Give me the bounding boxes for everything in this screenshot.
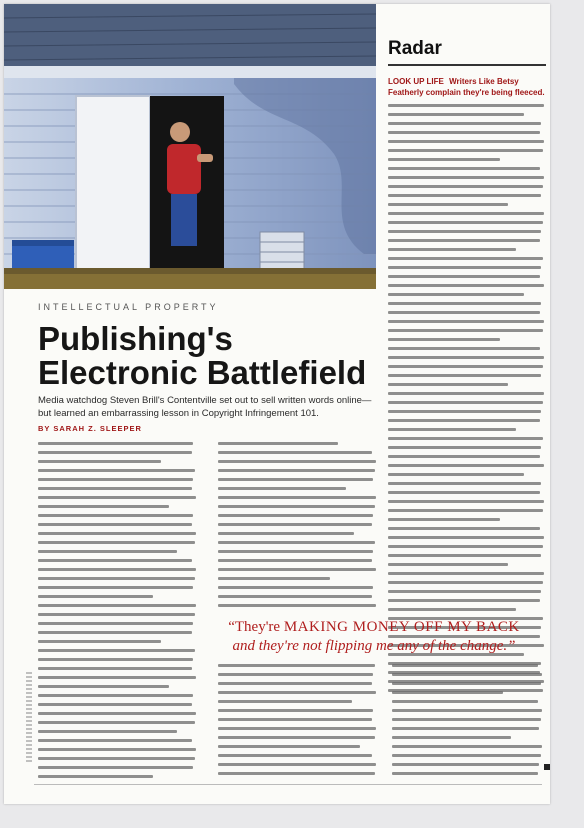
body-text-line	[388, 185, 543, 188]
footer-rule	[34, 784, 542, 785]
body-text-line	[38, 532, 196, 535]
body-text-line	[38, 478, 193, 481]
body-text-line	[38, 766, 193, 769]
body-text-line	[388, 437, 543, 440]
body-text-line	[218, 772, 375, 775]
body-text-line	[38, 595, 153, 598]
body-text-line	[38, 487, 192, 490]
body-text-line	[38, 559, 192, 562]
body-text-line	[388, 293, 524, 296]
body-text-line	[38, 460, 161, 463]
body-text-line	[392, 754, 541, 757]
body-text-line	[388, 473, 524, 476]
body-text-line	[38, 712, 196, 715]
body-text-line	[388, 158, 500, 161]
body-text-line	[218, 532, 354, 535]
body-text-line	[218, 727, 376, 730]
body-text-line	[218, 550, 373, 553]
body-text-line	[38, 586, 193, 589]
pull-quote	[204, 618, 544, 656]
body-text-line	[388, 401, 543, 404]
radar-title: Radar	[388, 38, 546, 66]
body-text-line	[388, 221, 543, 224]
radar-column	[388, 38, 546, 698]
body-text-line	[218, 691, 376, 694]
body-text-line	[218, 700, 352, 703]
body-text-line	[218, 559, 372, 562]
body-text-line	[38, 622, 193, 625]
body-text-line	[388, 257, 543, 260]
body-column-3-lower	[392, 664, 544, 781]
body-text-line	[388, 140, 544, 143]
body-text-line	[388, 167, 540, 170]
body-text-line	[218, 682, 372, 685]
body-text-line	[388, 266, 541, 269]
body-text-line	[388, 536, 544, 539]
body-text-line	[218, 568, 376, 571]
body-text-line	[392, 763, 539, 766]
body-text-line	[218, 745, 360, 748]
body-text-line	[388, 599, 540, 602]
body-text-line	[388, 203, 508, 206]
body-text-line	[38, 631, 192, 634]
body-text-line	[218, 478, 373, 481]
body-text-line	[38, 676, 196, 679]
radar-kicker-tag: LOOK UP LIFE	[388, 77, 444, 86]
body-text-line	[392, 664, 538, 667]
body-text-line	[388, 320, 544, 323]
body-text-line	[38, 694, 193, 697]
body-text-line	[38, 721, 195, 724]
body-text-line	[388, 464, 544, 467]
body-text-line	[218, 763, 376, 766]
body-text-line	[38, 505, 169, 508]
body-text-line	[388, 518, 500, 521]
radar-kicker-text: Writers Like Betsy Featherly complain they're being fleeced.	[388, 77, 545, 97]
radar-kicker	[388, 76, 546, 98]
body-text-line	[388, 563, 508, 566]
body-text-line	[38, 649, 195, 652]
body-text-line	[388, 194, 541, 197]
body-text-line	[38, 604, 196, 607]
body-text-line	[388, 572, 544, 575]
body-text-line	[218, 604, 376, 607]
body-text-line	[38, 541, 195, 544]
body-text-line	[388, 311, 540, 314]
body-text-line	[388, 104, 544, 107]
body-text-line	[388, 482, 541, 485]
body-text-line	[388, 338, 500, 341]
body-text-line	[388, 212, 544, 215]
body-text-line	[388, 284, 544, 287]
body-text-line	[392, 727, 539, 730]
body-text-line	[38, 577, 195, 580]
body-text-line	[218, 673, 373, 676]
body-text-line	[38, 523, 192, 526]
body-text-line	[392, 673, 542, 676]
body-text-line	[218, 541, 375, 544]
body-text-line	[218, 496, 376, 499]
body-text-line	[218, 505, 375, 508]
body-text-line	[218, 595, 372, 598]
body-column-1	[38, 442, 198, 784]
body-text-line	[38, 469, 195, 472]
body-text-line	[388, 446, 541, 449]
headline	[38, 322, 378, 390]
body-text-line	[388, 509, 543, 512]
body-text-line	[388, 356, 544, 359]
body-text-line	[388, 113, 524, 116]
body-text-line	[218, 718, 372, 721]
body-text-line	[218, 586, 373, 589]
body-text-line	[388, 329, 543, 332]
radar-body-text	[388, 104, 546, 692]
body-text-line	[388, 302, 541, 305]
body-text-line	[388, 419, 540, 422]
body-text-line	[38, 496, 196, 499]
body-text-line	[388, 347, 540, 350]
body-text-line	[392, 772, 538, 775]
body-column-2-lower	[218, 664, 378, 781]
body-text-line	[38, 451, 192, 454]
body-text-line	[38, 442, 193, 445]
body-text-line	[388, 545, 543, 548]
body-text-line	[388, 527, 540, 530]
body-text-line	[388, 176, 544, 179]
body-text-line	[38, 514, 193, 517]
section-label: INTELLECTUAL PROPERTY	[38, 302, 219, 312]
body-text-line	[392, 709, 542, 712]
body-text-line	[388, 554, 541, 557]
body-text-line	[388, 374, 541, 377]
body-text-line	[38, 613, 195, 616]
body-text-line	[388, 149, 543, 152]
pull-quote-open: “They're	[228, 619, 281, 635]
byline: BY SARAH Z. SLEEPER	[38, 424, 142, 433]
body-text-line	[218, 709, 373, 712]
body-text-line	[388, 239, 540, 242]
pull-quote-line-2: and they're not flipping me any of the change.”	[232, 638, 516, 654]
body-text-line	[218, 577, 330, 580]
body-text-line	[392, 691, 503, 694]
body-text-line	[388, 491, 540, 494]
body-text-line	[218, 451, 372, 454]
deck: Media watchdog Steven Brill's Contentville set out to sell written words online—but learned an embarrassing lesson in Copyright Infringement 101.	[38, 395, 372, 419]
body-text-line	[218, 442, 338, 445]
body-text-line	[38, 730, 177, 733]
body-text-line	[218, 460, 376, 463]
body-text-line	[38, 658, 193, 661]
body-text-line	[218, 514, 373, 517]
pull-quote-caps: MAKING MONEY OFF MY BACK	[283, 619, 520, 635]
body-text-line	[218, 469, 375, 472]
body-text-line	[218, 664, 375, 667]
body-text-line	[218, 523, 372, 526]
body-text-line	[388, 428, 516, 431]
body-text-line	[388, 275, 540, 278]
body-text-line	[388, 608, 516, 611]
body-text-line	[388, 230, 541, 233]
body-text-line	[38, 757, 195, 760]
body-text-line	[388, 383, 508, 386]
body-text-line	[388, 122, 541, 125]
headline-line-1: Publishing's	[38, 320, 233, 357]
body-text-line	[388, 131, 540, 134]
body-text-line	[218, 487, 346, 490]
body-text-line	[388, 410, 541, 413]
body-text-line	[38, 748, 196, 751]
body-text-line	[388, 248, 516, 251]
body-text-line	[38, 640, 161, 643]
body-text-line	[38, 739, 192, 742]
body-text-line	[392, 682, 541, 685]
body-text-line	[38, 775, 153, 778]
body-text-line	[392, 745, 542, 748]
body-text-line	[388, 392, 544, 395]
body-text-line	[392, 718, 541, 721]
body-text-line	[392, 700, 538, 703]
body-text-line	[38, 667, 192, 670]
body-text-line	[38, 550, 177, 553]
body-text-line	[392, 736, 511, 739]
photo-credit	[26, 672, 32, 762]
body-column-2	[218, 442, 378, 613]
body-text-line	[218, 754, 372, 757]
body-text-line	[38, 568, 196, 571]
headline-line-2: Electronic Battlefield	[38, 354, 367, 391]
body-text-line	[388, 455, 540, 458]
body-text-line	[388, 500, 544, 503]
body-text-line	[388, 365, 543, 368]
body-text-line	[218, 736, 375, 739]
magazine-page	[4, 4, 550, 804]
end-mark	[544, 764, 550, 770]
body-text-line	[388, 590, 541, 593]
body-text-line	[38, 685, 169, 688]
article-photo	[4, 4, 376, 289]
body-text-line	[38, 703, 192, 706]
body-text-line	[388, 581, 543, 584]
